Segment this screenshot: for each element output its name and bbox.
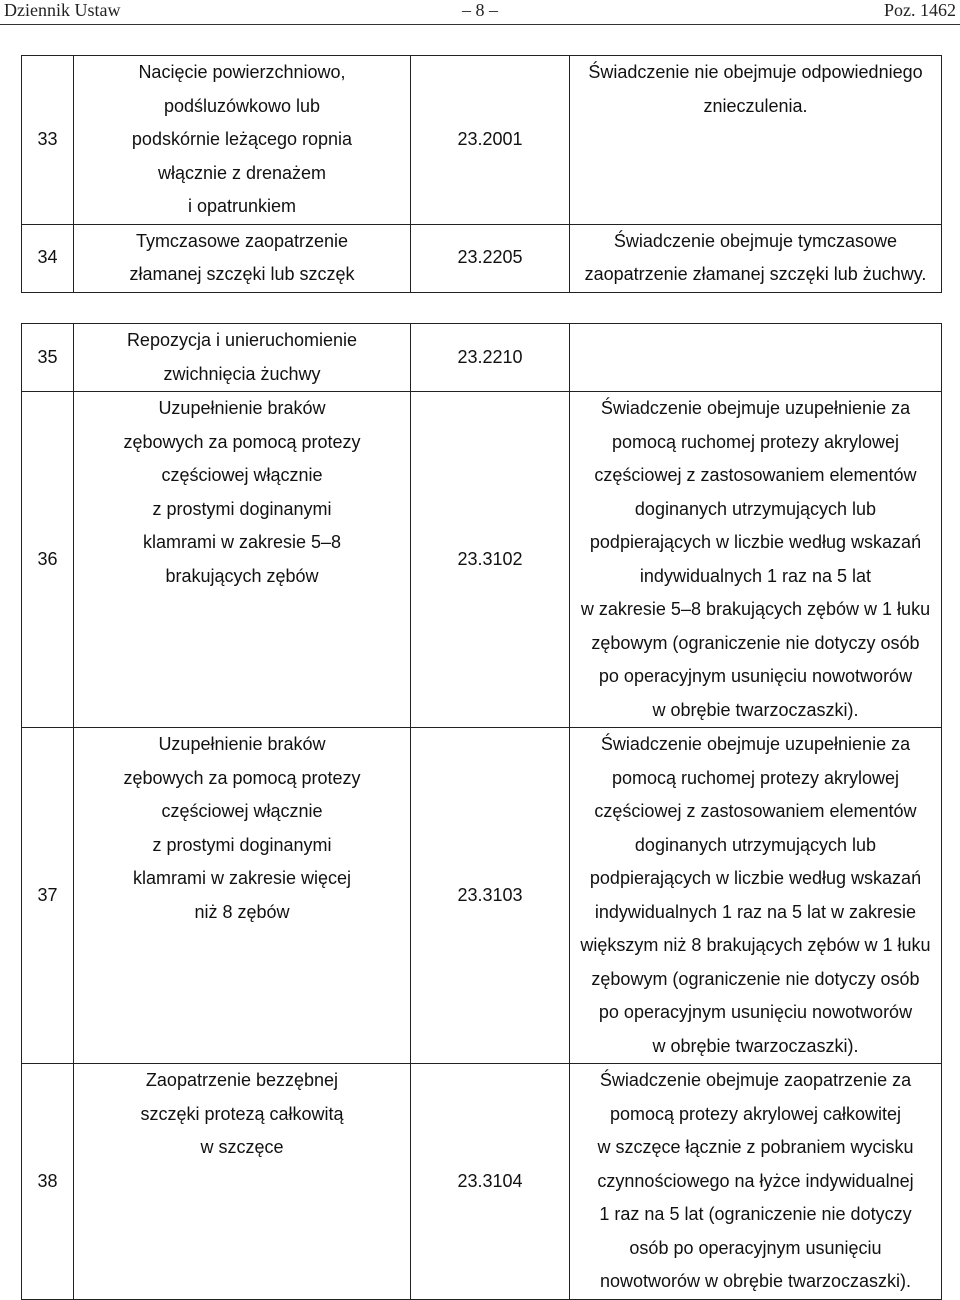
text-line: Świadczenie obejmuje uzupełnienie za [600, 398, 911, 418]
text-line: osób po operacyjnym usunięciu [629, 1237, 882, 1258]
procedure-name [74, 1064, 411, 1300]
table-row-37 [22, 728, 942, 1064]
text-line: pomocą protezy akrylowej całkowitej [609, 1103, 902, 1124]
text-line: Tymczasowe zaopatrzenie [135, 230, 349, 251]
text-line: częściowej włącznie [161, 465, 323, 485]
procedure-code: 23.3104 [411, 1064, 570, 1300]
text-line: pomocą ruchomej protezy akrylowej [611, 767, 900, 788]
row-number: 34 [22, 224, 74, 292]
text-line: po operacyjnym usunięciu nowotworów [598, 666, 913, 686]
text-line: Uzupełnienie braków [158, 398, 326, 418]
procedures-table-part-1 [21, 55, 942, 293]
text-line: Świadczenie obejmuje uzupełnienie za [600, 734, 911, 754]
procedure-code: 23.3102 [411, 392, 570, 728]
text-line: w zakresie 5–8 brakujących zębów w 1 łuku [580, 599, 931, 619]
text-line: niż 8 zębów [194, 901, 290, 922]
procedure-description [570, 728, 942, 1064]
procedures-table-part-2 [21, 323, 942, 1300]
row-number: 36 [22, 392, 74, 728]
text-line: zaopatrzenie złamanej szczęki lub żuchwy. [584, 264, 927, 284]
procedure-code: 23.2210 [411, 324, 570, 392]
position-number: Poz. 1462 [884, 0, 956, 20]
text-line: z prostymi doginanymi [152, 498, 332, 519]
table-row-36 [22, 392, 942, 728]
row-number: 33 [22, 56, 74, 225]
text-line: podskórnie leżącego ropnia [131, 129, 353, 149]
text-line: w szczęce [200, 1137, 284, 1157]
text-line: włącznie z drenażem [157, 162, 327, 183]
text-line: Świadczenie obejmuje zaopatrzenie za [599, 1070, 912, 1090]
text-line: z prostymi doginanymi [152, 834, 332, 855]
text-line: nowotworów w obrębie twarzoczaszki). [599, 1271, 912, 1291]
table-row-35 [22, 324, 942, 392]
text-line: podpierających w liczbie według wskazań [589, 868, 922, 888]
text-line: 1 raz na 5 lat (ograniczenie nie dotyczy [599, 1204, 912, 1224]
procedure-description [570, 224, 942, 292]
procedure-name [74, 728, 411, 1064]
text-line: zębowych za pomocą protezy [123, 431, 361, 452]
text-line: zębowym (ograniczenie nie dotyczy osób [591, 968, 920, 989]
procedure-code: 23.2205 [411, 224, 570, 292]
text-line: indywidualnych 1 raz na 5 lat [639, 565, 872, 586]
text-line: Nacięcie powierzchniowo, [138, 62, 346, 82]
procedure-name [74, 56, 411, 225]
text-line: doginanych utrzymujących lub [634, 498, 877, 519]
text-line: w obrębie twarzoczaszki). [652, 1035, 859, 1056]
text-line: znieczulenia. [703, 95, 808, 116]
text-line: w szczęce łącznie z pobraniem wycisku [597, 1137, 914, 1157]
text-line: w obrębie twarzoczaszki). [652, 699, 859, 720]
text-line: częściowej z zastosowaniem elementów [594, 465, 917, 485]
text-line: indywidualnych 1 raz na 5 lat w zakresie [594, 901, 917, 922]
procedure-description [570, 392, 942, 728]
text-line: zwichnięcia żuchwy [163, 363, 321, 384]
text-line: Uzupełnienie braków [158, 734, 326, 754]
text-line: zębowych za pomocą protezy [123, 767, 361, 788]
text-line: doginanych utrzymujących lub [634, 834, 877, 855]
procedure-description [570, 324, 942, 392]
procedure-name [74, 224, 411, 292]
text-line: częściowej włącznie [161, 801, 323, 821]
text-line: częściowej z zastosowaniem elementów [594, 801, 917, 821]
procedure-description [570, 1064, 942, 1300]
procedure-description [570, 56, 942, 225]
text-line: Repozycja i unieruchomienie [126, 330, 358, 350]
table-row-33 [22, 56, 942, 225]
procedure-name [74, 392, 411, 728]
text-line: pomocą ruchomej protezy akrylowej [611, 431, 900, 452]
text-line: czynnościowego na łyżce indywidualnej [597, 1170, 914, 1191]
procedure-code: 23.3103 [411, 728, 570, 1064]
journal-title: Dziennik Ustaw [4, 0, 121, 20]
page-header [0, 0, 960, 24]
text-line: zębowym (ograniczenie nie dotyczy osób [591, 632, 920, 653]
procedure-name [74, 324, 411, 392]
text-line: złamanej szczęki lub szczęk [129, 264, 355, 284]
text-line: Zaopatrzenie bezzębnej [145, 1070, 339, 1090]
text-line: klamrami w zakresie 5–8 [142, 532, 342, 552]
procedure-code: 23.2001 [411, 56, 570, 225]
text-line: klamrami w zakresie więcej [132, 868, 352, 888]
page-number: – 8 – [462, 0, 498, 20]
header-divider [0, 24, 960, 25]
text-line: i opatrunkiem [187, 196, 297, 216]
row-number: 37 [22, 728, 74, 1064]
text-line: większym niż 8 brakujących zębów w 1 łuku [580, 935, 931, 955]
text-line: Świadczenie obejmuje tymczasowe [613, 230, 898, 251]
table-row-38 [22, 1064, 942, 1300]
row-number: 38 [22, 1064, 74, 1300]
text-line: Świadczenie nie obejmuje odpowiedniego [588, 62, 923, 82]
text-line: brakujących zębów [165, 565, 319, 586]
row-number: 35 [22, 324, 74, 392]
text-line: podpierających w liczbie według wskazań [589, 532, 922, 552]
text-line: szczęki protezą całkowitą [140, 1103, 344, 1124]
text-line: podśluzówkowo lub [163, 95, 321, 116]
table-row-34 [22, 224, 942, 292]
text-line: po operacyjnym usunięciu nowotworów [598, 1002, 913, 1022]
